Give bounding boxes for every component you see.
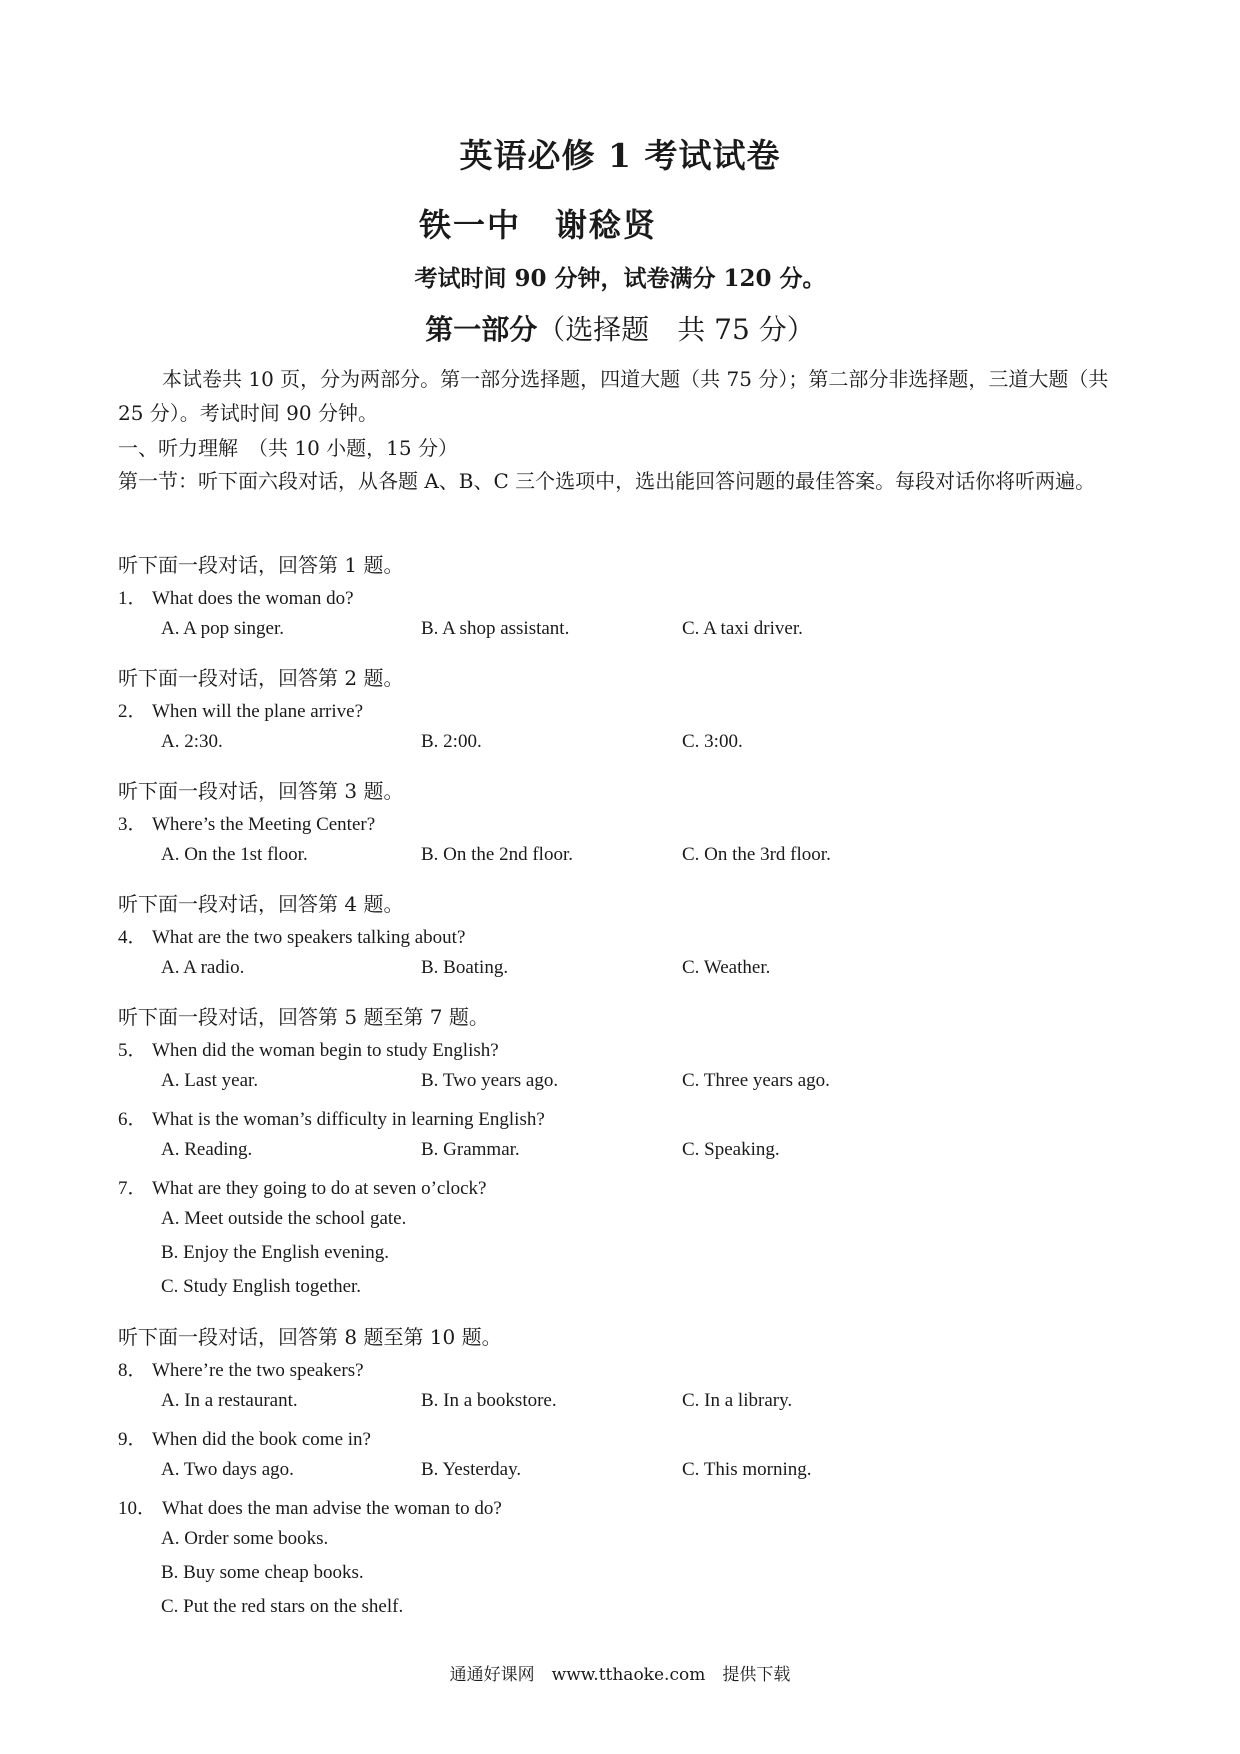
question-text: What does the man advise the woman to do? — [162, 1498, 502, 1519]
option-a: A. Two days ago. — [161, 1459, 294, 1480]
question-number: 4． — [118, 927, 147, 948]
question — [118, 809, 375, 836]
option-c: C. A taxi driver. — [682, 618, 803, 639]
option-a: A. In a restaurant. — [161, 1390, 298, 1411]
question-text: When will the plane arrive? — [152, 701, 364, 722]
question-number: 3． — [118, 814, 147, 835]
question — [118, 1424, 371, 1451]
question — [118, 1173, 487, 1200]
exam-time-info: 考试时间 90 分钟，试卷满分 120 分。 — [414, 265, 826, 292]
question — [118, 1493, 502, 1520]
option-b: B. In a bookstore. — [421, 1390, 557, 1411]
question — [118, 1104, 545, 1131]
dialogue-prompt: 听下面一段对话，回答第 5 题至第 7 题。 — [118, 1005, 489, 1029]
option-a: A. A radio. — [161, 957, 245, 978]
exam-title: 英语必修 1 考试试卷 — [459, 136, 781, 175]
option-a: A. Last year. — [161, 1070, 259, 1091]
question — [118, 583, 354, 610]
author-line — [419, 200, 657, 246]
option-c: C. Three years ago. — [682, 1070, 830, 1091]
question-number: 2． — [118, 701, 147, 722]
question-text: When did the woman begin to study English? — [152, 1040, 499, 1061]
part-one-title: 第一部分 — [425, 313, 538, 346]
author-name: 谢稔贤 — [555, 206, 658, 244]
option-a: A. On the 1st floor. — [161, 844, 308, 865]
option-b: B. Boating. — [421, 957, 509, 978]
option-b: B. Enjoy the English evening. — [161, 1242, 389, 1263]
exam-intro: 本试卷共 10 页，分为两部分。第一部分选择题，四道大题（共 75 分）；第二部分非选择题，三道大题（共 25 分）。考试时间 90 分钟。 — [118, 367, 1109, 425]
option-b: B. 2:00. — [421, 731, 482, 752]
option-c: C. This morning. — [682, 1459, 812, 1480]
question-text: What is the woman’s difficulty in learning English? — [152, 1109, 545, 1130]
question-number: 7． — [118, 1178, 147, 1199]
dialogue-prompt: 听下面一段对话，回答第 1 题。 — [118, 553, 404, 577]
question-number: 8． — [118, 1360, 147, 1381]
option-c: C. Weather. — [682, 957, 771, 978]
page-footer: 通通好课网 www.tthaoke.com 提供下载 — [449, 1665, 791, 1685]
dialogue-prompt: 听下面一段对话，回答第 4 题。 — [118, 892, 404, 916]
question-text: Where’re the two speakers? — [152, 1360, 364, 1381]
question-text: What does the woman do? — [152, 588, 354, 609]
section-instruction: 第一节：听下面六段对话，从各题 A、B、C 三个选项中，选出能回答问题的最佳答案。每段对话你将听两遍。 — [118, 469, 1096, 493]
question-text: What are they going to do at seven o’clock? — [152, 1178, 487, 1199]
question-text: Where’s the Meeting Center? — [152, 814, 376, 835]
option-c: C. Study English together. — [161, 1276, 362, 1297]
dialogue-prompt: 听下面一段对话，回答第 2 题。 — [118, 666, 404, 690]
option-a: A. Meet outside the school gate. — [161, 1208, 407, 1229]
option-a: A. Reading. — [161, 1139, 253, 1160]
part-one-heading — [0, 308, 1240, 348]
question-number: 10． — [118, 1498, 157, 1519]
option-b: B. Grammar. — [421, 1139, 520, 1160]
question — [118, 1035, 499, 1062]
option-a: A. Order some books. — [161, 1528, 329, 1549]
question-text: When did the book come in? — [152, 1429, 371, 1450]
question — [118, 922, 465, 949]
option-c: C. On the 3rd floor. — [682, 844, 831, 865]
option-b: B. Two years ago. — [421, 1070, 559, 1091]
option-b: B. Yesterday. — [421, 1459, 522, 1480]
question — [118, 696, 363, 723]
option-c: C. Speaking. — [682, 1139, 780, 1160]
section-heading: 一、听力理解 （共 10 小题，15 分） — [118, 436, 458, 460]
dialogue-prompt: 听下面一段对话，回答第 8 题至第 10 题。 — [118, 1325, 502, 1349]
option-b: B. On the 2nd floor. — [421, 844, 573, 865]
question-number: 1． — [118, 588, 147, 609]
option-b: B. A shop assistant. — [421, 618, 570, 639]
question — [118, 1355, 364, 1382]
question-number: 9． — [118, 1429, 147, 1450]
dialogue-prompt: 听下面一段对话，回答第 3 题。 — [118, 779, 404, 803]
option-c: C. Put the red stars on the shelf. — [161, 1596, 404, 1617]
option-c: C. 3:00. — [682, 731, 743, 752]
author-school: 铁一中 — [419, 206, 522, 244]
question-text: What are the two speakers talking about? — [152, 927, 466, 948]
question-number: 5． — [118, 1040, 147, 1061]
part-one-subtitle: （选择题 共 75 分） — [537, 313, 815, 346]
option-a: A. A pop singer. — [161, 618, 284, 639]
option-a: A. 2:30. — [161, 731, 223, 752]
option-c: C. In a library. — [682, 1390, 793, 1411]
question-number: 6． — [118, 1109, 147, 1130]
option-b: B. Buy some cheap books. — [161, 1562, 364, 1583]
